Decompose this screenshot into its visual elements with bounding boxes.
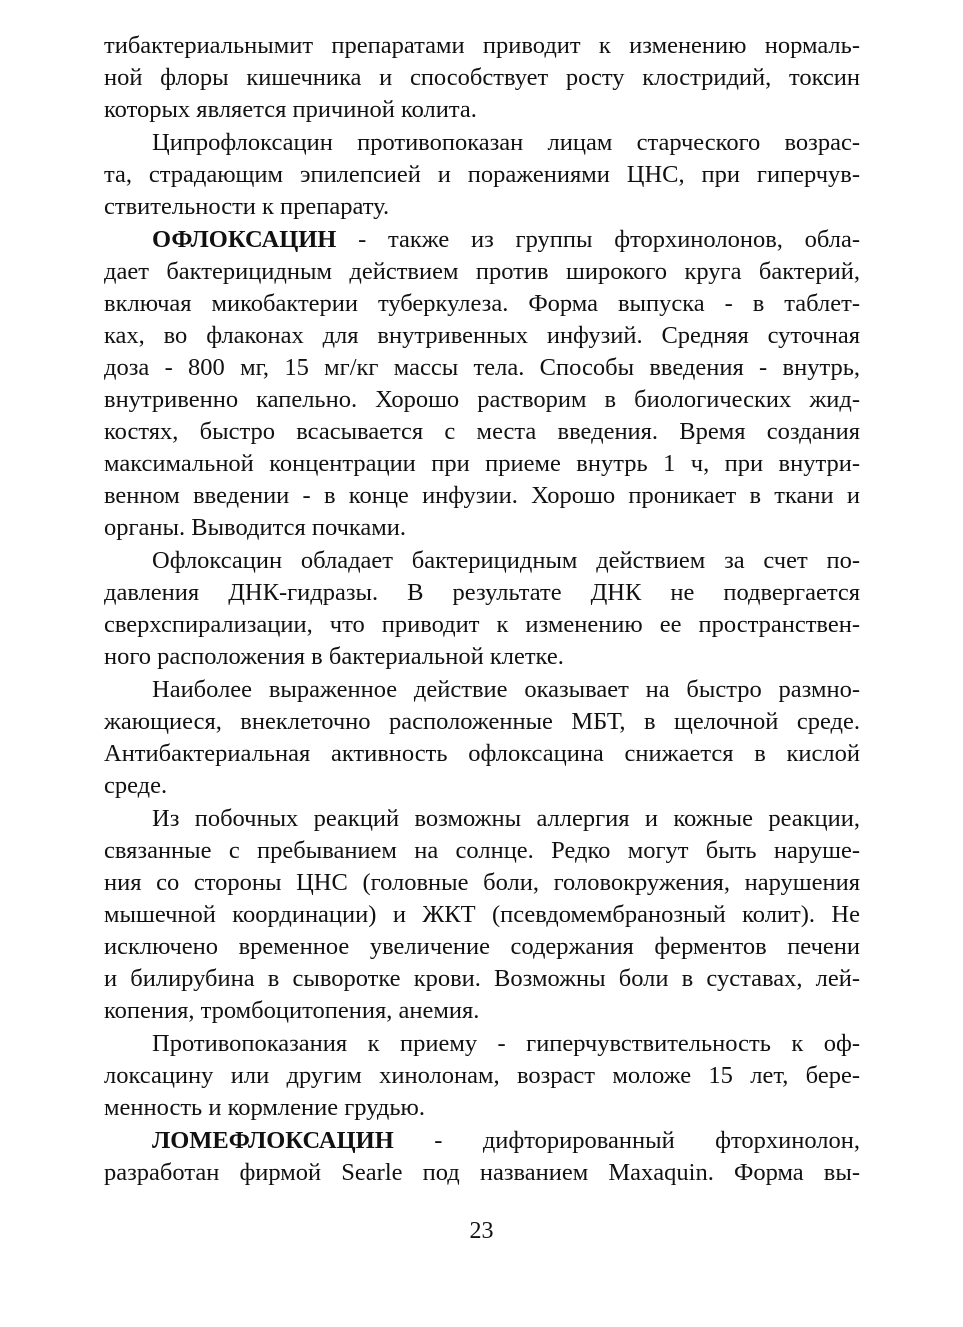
text-line: венном введении - в конце инфузии. Хорошо проникает в ткани и <box>104 482 860 509</box>
text-line: менность и кормление грудью. <box>104 1094 425 1121</box>
text-line: ного расположения в бактериальной клетке. <box>104 643 564 670</box>
term-ofloxacin: ОФЛОКСАЦИН <box>152 226 337 253</box>
text-line: Наиболее выраженное действие оказывает на быстро размно- <box>152 676 860 703</box>
text-line: разработан фирмой Searle под названием Maxaquin. Форма вы- <box>104 1159 860 1186</box>
text-line: ствительности к препарату. <box>104 193 390 220</box>
text-line: внутривенно капельно. Хорошо растворим в биологических жид- <box>104 386 860 413</box>
paragraph-ofloxacin <box>104 224 860 544</box>
text-line: мышечной координации) и ЖКТ (псевдомембранозный колит). Не <box>104 901 860 928</box>
text-segment: - также из группы фторхинолонов, обла- <box>336 226 860 253</box>
text-line: доза - 800 мг, 15 мг/кг массы тела. Способы введения - внутрь, <box>104 354 860 381</box>
text-line: дает бактерицидным действием против широкого круга бактерий, <box>104 258 860 285</box>
text-line: та, страдающим эпилепсией и поражениями ЦНС, при гиперчув- <box>104 161 860 188</box>
text-line: локсацину или другим хинолонам, возраст моложе 15 лет, бере- <box>104 1062 860 1089</box>
text-line: исключено временное увеличение содержания ферментов печени <box>104 933 860 960</box>
text-line: Ципрофлоксацин противопоказан лицам старческого возрас- <box>152 129 860 156</box>
text-line: Из побочных реакций возможны аллергия и кожные реакции, <box>152 805 860 832</box>
text-line: ния со стороны ЦНС (головные боли, головокружения, нарушения <box>104 869 860 896</box>
document-page <box>104 30 860 1189</box>
text-line: максимальной концентрации при приеме внутрь 1 ч, при внутри- <box>104 450 860 477</box>
text-line: тибактериальнымит препаратами приводит к изменению нормаль- <box>104 32 860 59</box>
paragraph-4 <box>104 545 860 673</box>
text-segment: - дифторированный фторхинолон, <box>393 1127 860 1154</box>
text-line: и билирубина в сыворотке крови. Возможны боли в суставах, лей- <box>104 965 860 992</box>
term-lomefloxacin: ЛОМЕФЛОКСАЦИН <box>152 1127 394 1154</box>
text-line <box>104 224 860 256</box>
text-line: среде. <box>104 772 168 799</box>
paragraph-2 <box>104 127 860 223</box>
text-line: сверхспирализации, что приводит к изменению ее пространствен- <box>104 611 860 638</box>
paragraph-6 <box>104 803 860 1027</box>
text-line: которых является причиной колита. <box>104 96 477 123</box>
text-line <box>104 1125 860 1157</box>
text-line: Антибактериальная активность офлоксацина снижается в кислой <box>104 740 860 767</box>
text-line: Противопоказания к приему - гиперчувствительность к оф- <box>152 1030 860 1057</box>
text-line: ках, во флаконах для внутривенных инфузий. Средняя суточная <box>104 322 860 349</box>
text-line: включая микобактерии туберкулеза. Форма выпуска - в таблет- <box>104 290 860 317</box>
text-line: Офлоксацин обладает бактерицидным действием за счет по- <box>152 547 860 574</box>
text-line: костях, быстро всасывается с места введения. Время создания <box>104 418 860 445</box>
page-number: 23 <box>469 1218 494 1244</box>
paragraph-lomefloxacin <box>104 1125 860 1189</box>
paragraph-7 <box>104 1028 860 1124</box>
text-line: ной флоры кишечника и способствует росту клостридий, токсин <box>104 64 860 91</box>
text-line: давления ДНК-гидразы. В результате ДНК не подвергается <box>104 579 860 606</box>
text-line: жающиеся, внеклеточно расположенные МБТ, в щелочной среде. <box>104 708 860 735</box>
paragraph-5 <box>104 674 860 802</box>
text-line: связанные с пребыванием на солнце. Редко могут быть наруше- <box>104 837 860 864</box>
text-line: органы. Выводится почками. <box>104 514 407 541</box>
paragraph-1 <box>104 30 860 126</box>
text-line: копения, тромбоцитопения, анемия. <box>104 997 480 1024</box>
